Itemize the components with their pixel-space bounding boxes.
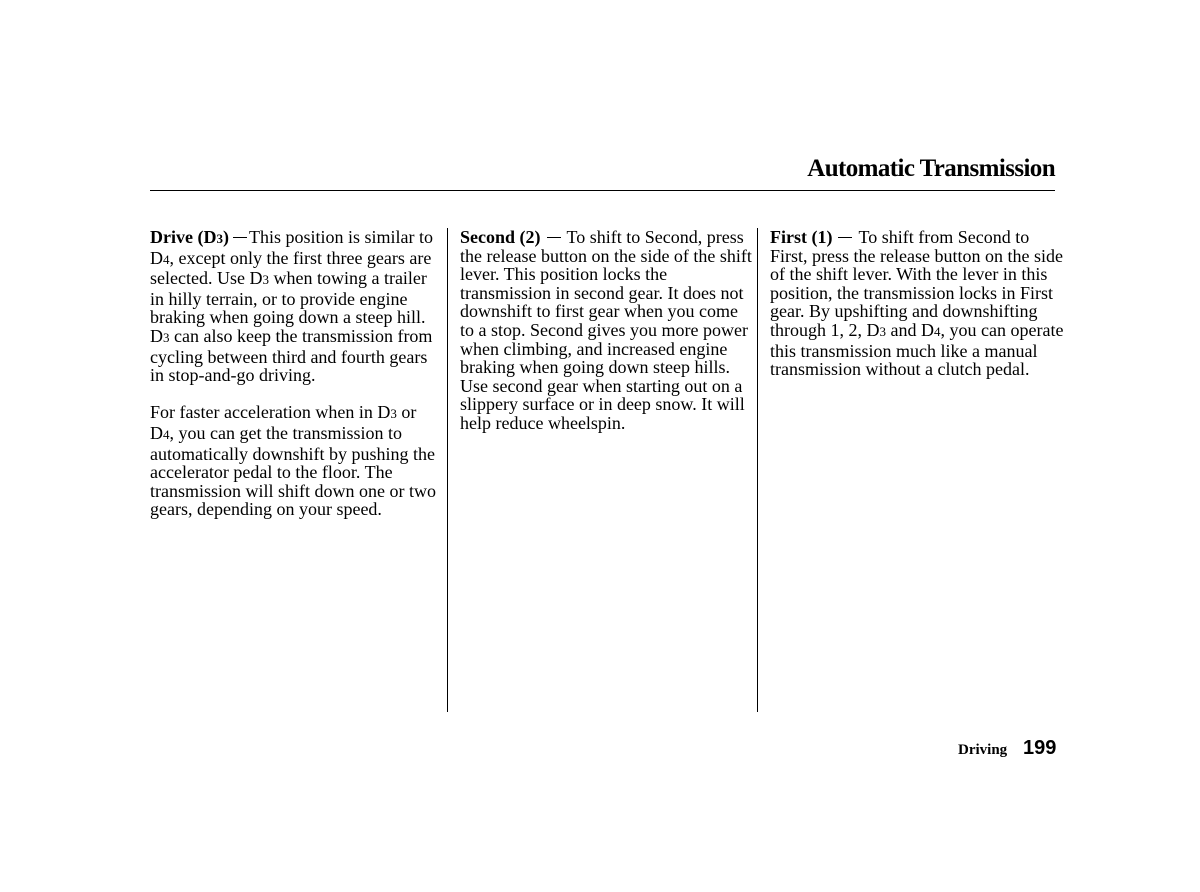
page-number: 199 xyxy=(1023,737,1057,759)
footer-section-label: Driving xyxy=(958,742,1008,758)
column-first xyxy=(770,228,1065,379)
column-second xyxy=(460,228,755,433)
drive-paragraph-1: Drive (D3) This position is similar to D4, except only the first three gears are selected. Use D3 when towing a trailer in hilly terrain, or to provide engine braking when going down a steep hill. D3 can also keep the transmission from cycling between third and fourth gears in stop-and-go driving. xyxy=(150,227,433,386)
column-divider xyxy=(757,228,758,712)
second-heading: Second (2) xyxy=(460,227,541,247)
em-dash xyxy=(838,237,852,238)
second-paragraph: Second (2) To shift to Second, press the release button on the side of the shift lever. This position locks the transmission in second gear. It does not downshift to first gear when you come to a stop. Second gives you more power when climbing, and increased engine braking when going down steep hills. Use second gear when starting out on a slippery surface or in deep snow. It will help reduce wheelspin. xyxy=(460,227,752,433)
column-divider xyxy=(447,228,448,712)
em-dash xyxy=(233,237,247,238)
em-dash xyxy=(547,237,561,238)
drive-heading: Drive (D3) xyxy=(150,227,229,247)
first-heading: First (1) xyxy=(770,227,833,247)
page-title: Automatic Transmission xyxy=(807,155,1055,182)
drive-paragraph-2: For faster acceleration when in D3 or D4, you can get the transmission to automatically downshift by pushing the accelerator pedal to the floor. The transmission will shift down one or two gears, depending on your speed. xyxy=(150,402,436,520)
first-paragraph: First (1) To shift from Second to First, press the release button on the side of the shift lever. With the lever in this position, the transmission locks in First gear. By upshifting and downshifting through 1, 2, D3 and D4, you can operate this transmission much like a manual transmission without a clutch pedal. xyxy=(770,227,1064,380)
title-rule xyxy=(150,190,1055,191)
column-drive xyxy=(150,228,440,519)
